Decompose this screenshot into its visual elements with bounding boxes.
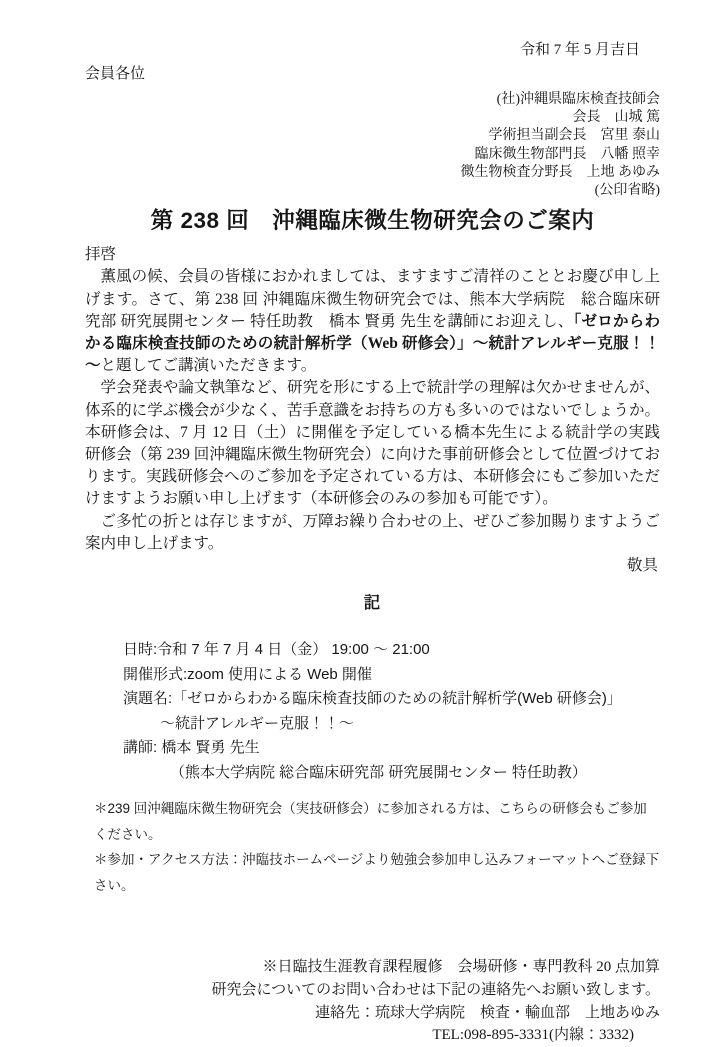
closing-word: 敬具 <box>626 557 658 575</box>
footer-contact-person: 連絡先：琉球大学病院 検査・輸血部 上地あゆみ <box>314 1004 660 1021</box>
sender-president: 会長 山城 篤 <box>572 110 660 126</box>
footer-contact-block <box>85 956 660 1047</box>
detail-lecturer-affiliation: （熊本大学病院 総合臨床研究部 研究展開センター 特任助教） <box>170 763 587 781</box>
paragraph-1 <box>85 266 660 377</box>
letter-body <box>85 244 660 555</box>
document-title: 第 238 回 沖縄臨床微生物研究会のご案内 <box>150 208 595 234</box>
sender-division-head: 臨床微生物部門長 八幡 照幸 <box>474 146 660 162</box>
footer-telephone: TEL:098-895-3331(内線：3332) <box>432 1027 634 1044</box>
detail-topic-line2: ～統計アレルギー克服！！～ <box>160 714 355 732</box>
detail-topic-line1: 演題名:「ゼロからわかる臨床検査技師のための統計解析学(Web 研修会)」 <box>123 690 622 708</box>
sender-seal-omitted: (公印省略) <box>594 183 660 199</box>
paragraph-1-bold-topic: 「ゼロからわかる臨床検査技師のための統計解析学（Web 研修会）」～統計アレルギー克服！！～ <box>85 312 660 375</box>
event-details <box>85 638 660 785</box>
paragraph-3: ご多忙の折とは存じますが、万障お繰り合わせの上、ぜひご参加賜りますようご案内申し上げます。 <box>85 512 660 552</box>
recipient: 会員各位 <box>85 66 146 82</box>
paragraph-1-text-end: と題してご講演いただきます。 <box>100 357 317 375</box>
salutation: 拝啓 <box>85 246 117 264</box>
issue-date: 令和 7 年 5 月吉日 <box>519 42 640 58</box>
paragraph-2: 学会発表や論文執筆など、研究を形にする上で統計学の理解は欠かせませんが、体系的に学ぶ機会が少なく、苦手意識をお持ちの方も多いのではないでしょうか。本研修会は、7 月 12 日（土）に開催を予定している橋本先生による統計学の実践研修会（第 239 回沖縄臨床微生物研究会）に向けた事前研修会として位置づけております。実践研修会へのご参加を予定されている方は、本研修会にもご参加いただけますようお願い申し上げます（本研修会のみの参加も可能です）。 <box>85 379 660 508</box>
detail-format: 開催形式:zoom 使用による Web 開催 <box>123 665 372 683</box>
detail-lecturer: 講師: 橋本 賢勇 先生 <box>123 739 260 757</box>
note-line: ＊239 回沖縄臨床微生物研究会（実技研修会）に参加される方は、こちらの研修会もご参加ください。 <box>94 801 647 842</box>
sender-vice-president: 学術担当副会長 宮里 泰山 <box>488 128 660 144</box>
footer-credit-points: ※日臨技生涯教育課程履修 会場研修・専門教科 20 点加算 <box>262 959 660 976</box>
detail-datetime: 日時:令和 7 年 7 月 4 日（金） 19:00 ～ 21:00 <box>123 641 430 659</box>
sender-field-head: 微生物検査分野長 上地 あゆみ <box>460 164 660 180</box>
paragraph-1-text: 薫風の候、会員の皆様におかれましては、ますますご清祥のこととお慶び申し上げます。さて、第 238 回 沖縄臨床微生物研究会では、熊本大学病院 総合臨床研究部 研究展開センター 特任助教 橋本 賢勇 先生を講師にお迎えし、 <box>85 268 660 330</box>
footer-inquiry: 研究会についてのお問い合わせは下記の連絡先へお願い致します。 <box>211 981 660 998</box>
notes-block <box>85 796 660 898</box>
sender-block <box>85 91 660 200</box>
record-heading: 記 <box>363 594 382 613</box>
sender-organization: (社)沖縄県臨床検査技師会 <box>496 92 660 107</box>
note-line: ＊参加・アクセス方法：沖臨技ホームページより勉強会参加申し込みフォーマットへご登録下さい。 <box>94 852 660 893</box>
